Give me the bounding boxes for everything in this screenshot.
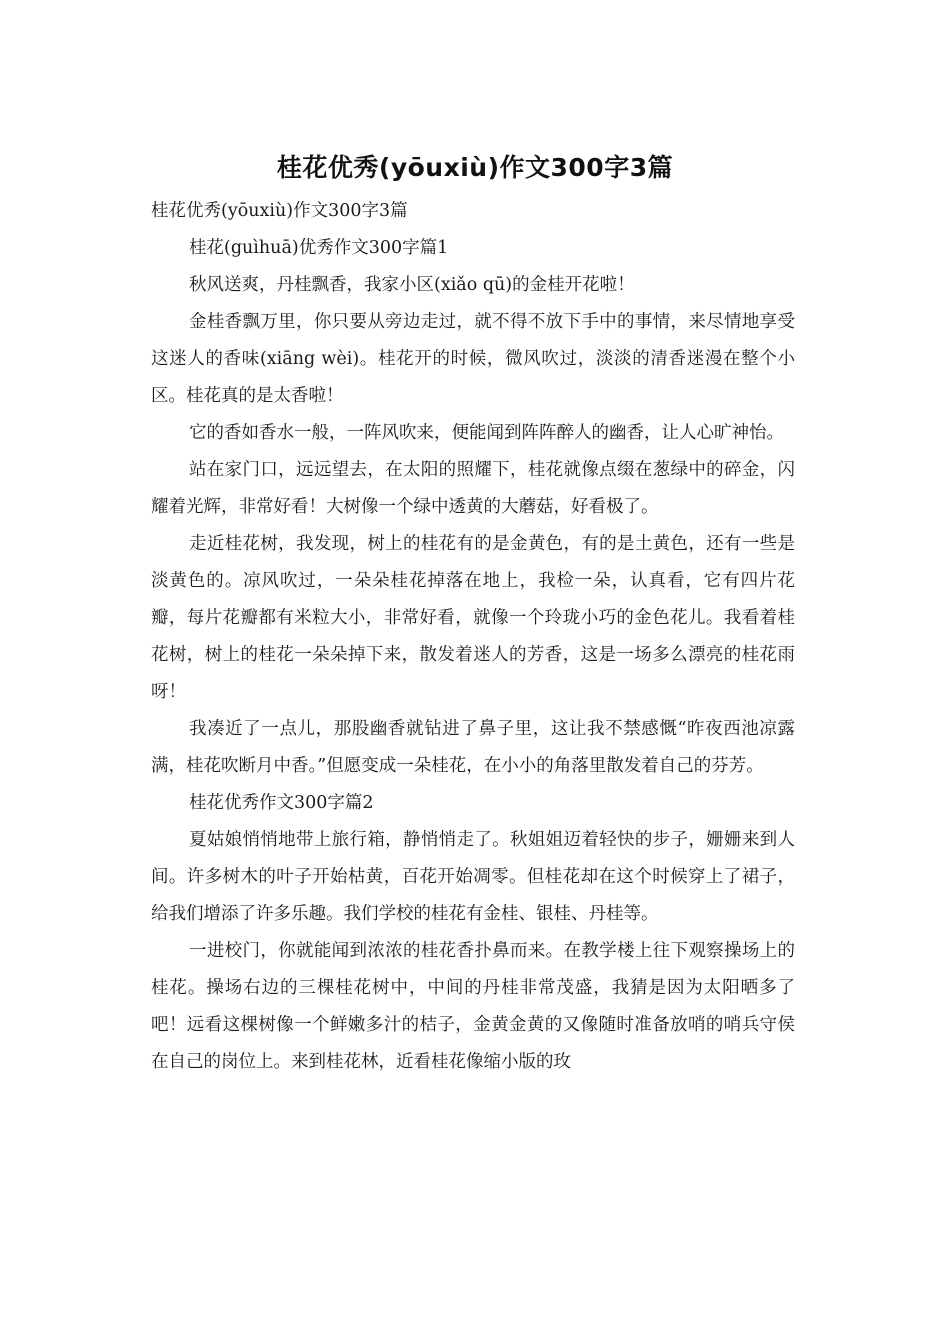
body-paragraph: 我凑近了一点儿，那股幽香就钻进了鼻子里，这让我不禁感慨“昨夜西池凉露满，桂花吹断月中香。”但愿变成一朵桂花，在小小的角落里散发着自己的芬芳。 [151,719,795,776]
body-paragraph: 一进校门，你就能闻到浓浓的桂花香扑鼻而来。在教学楼上往下观察操场上的桂花。操场右边的三棵桂花树中，中间的丹桂非常茂盛，我猜是因为太阳晒多了吧！远看这棵树像一个鲜嫩多汁的桔子，金黄金黄的又像随时准备放哨的哨兵守侯在自己的岗位上。来到桂花林，近看桂花像缩小版的玫 [151,941,795,1072]
body-paragraph: 桂花(guìhuā)优秀作文300字篇1 [189,238,449,258]
body-paragraph: 桂花优秀作文300字篇2 [189,793,374,813]
document-body [151,193,795,1081]
body-paragraph: 走近桂花树，我发现，树上的桂花有的是金黄色，有的是土黄色，还有一些是淡黄色的。凉风吹过，一朵朵桂花掉落在地上，我检一朵，认真看，它有四片花瓣，每片花瓣都有米粒大小，非常好看，就像一个玲珑小巧的金色花儿。我看着桂花树，树上的桂花一朵朵掉下来，散发着迷人的芳香，这是一场多么漂亮的桂花雨呀！ [151,534,795,702]
body-paragraph: 金桂香飘万里，你只要从旁边走过，就不得不放下手中的事情，来尽情地享受这迷人的香味(xiāng wèi)。桂花开的时候，微风吹过，淡淡的清香迷漫在整个小区。桂花真的是太香啦！ [151,312,795,406]
body-paragraph: 秋风送爽，丹桂飘香，我家小区(xiǎo qū)的金桂开花啦！ [189,275,635,295]
body-paragraph: 它的香如香水一般，一阵风吹来，便能闻到阵阵醉人的幽香，让人心旷神怡。 [189,423,784,443]
body-paragraph: 站在家门口，远远望去，在太阳的照耀下，桂花就像点缀在葱绿中的碎金，闪耀着光辉，非常好看！大树像一个绿中透黄的大蘑菇，好看极了。 [151,460,795,517]
body-paragraph: 夏姑娘悄悄地带上旅行箱，静悄悄走了。秋姐姐迈着轻快的步子，姗姗来到人间。许多树木的叶子开始枯黄，百花开始凋零。但桂花却在这个时候穿上了裙子，给我们增添了许多乐趣。我们学校的桂花有金桂、银桂、丹桂等。 [151,830,795,924]
body-paragraph: 桂花优秀(yōuxiù)作文300字3篇 [151,201,408,221]
document-title: 桂花优秀(yōuxiù)作文300字3篇 [276,153,674,182]
